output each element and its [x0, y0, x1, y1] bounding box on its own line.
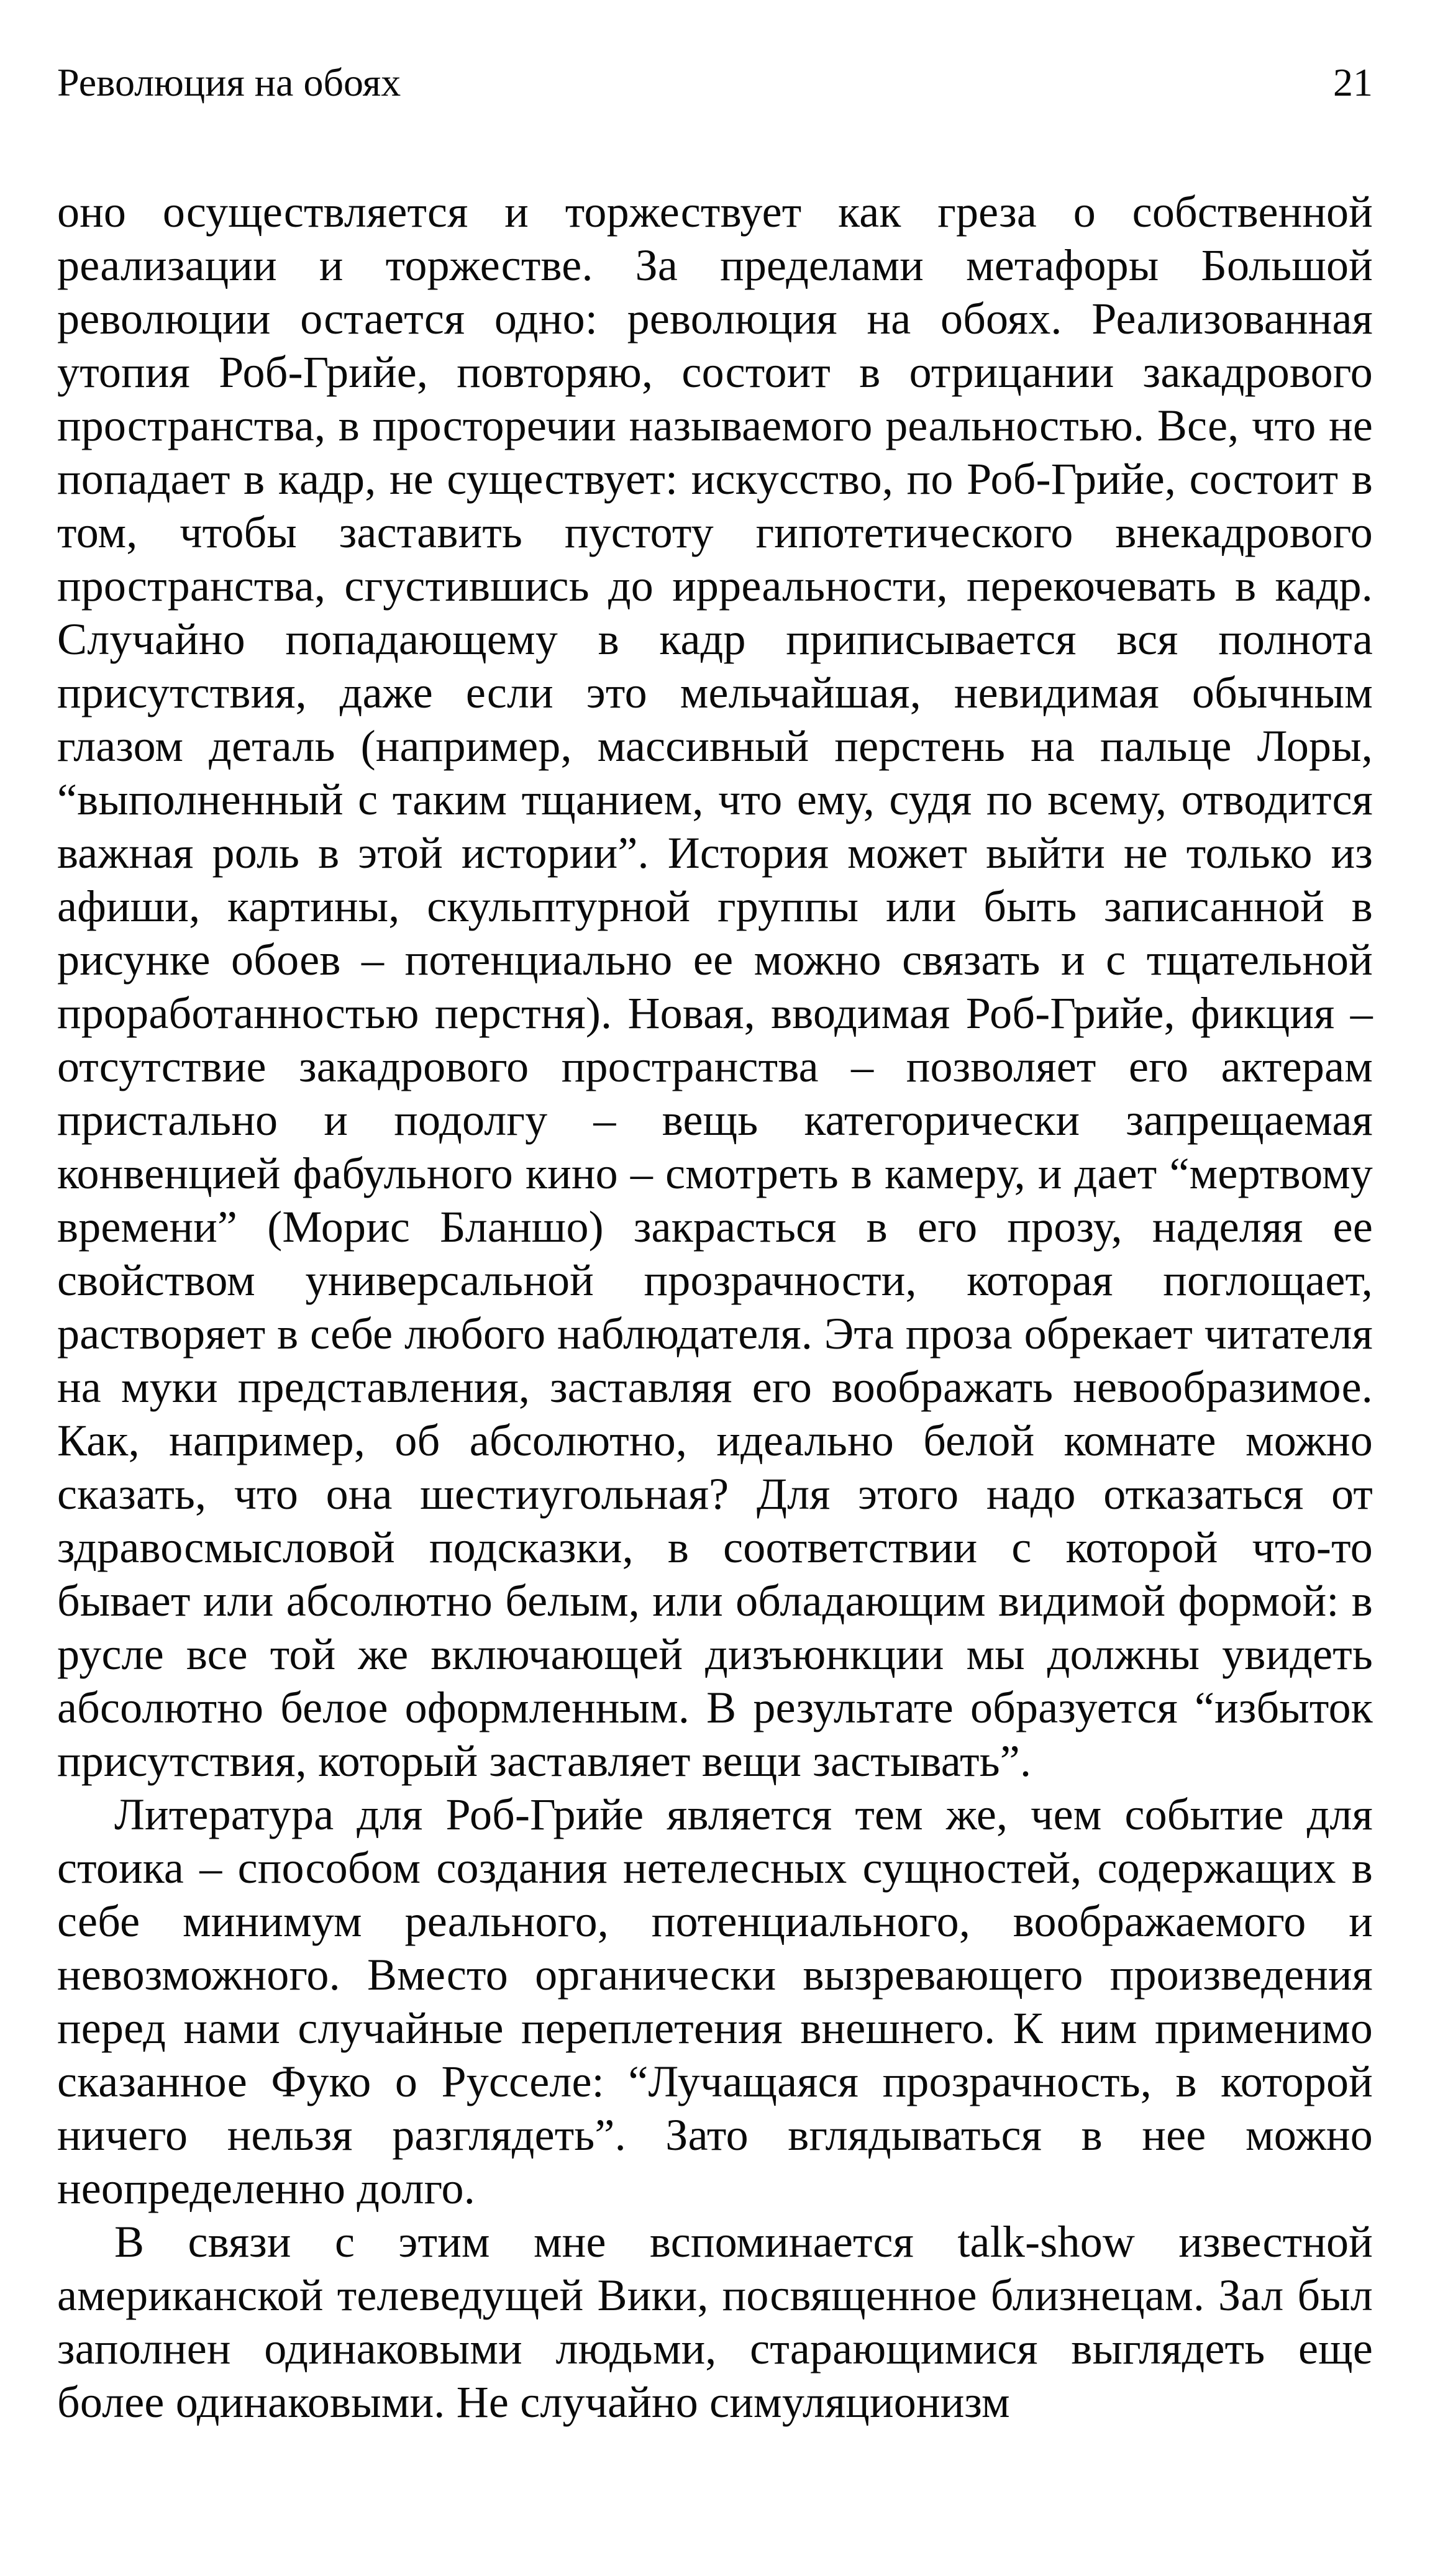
paragraph-2: Литература для Роб-Грийе является тем же, чем событие для стоика – способом создания нетелесных сущностей, содержащих в себе минимум реального, потенциального, воображаемого и невозможного. Вместо органически вызревающего произведения перед нами случайные переплетения внешнего. К ним применимо сказанное Фуко о Русселе: “Лучащаяся прозрачность, в которой ничего нельзя разглядеть”. Зато вглядываться в нее можно неопределенно долго. — [57, 1790, 1373, 2213]
paragraph-3: В связи с этим мне вспоминается talk-show известной американской телеведущей Вики, посвященное близнецам. Зал был заполнен одинаковыми людьми, старающимися выглядеть еще более одинаковыми. Не случайно симуляционизм — [57, 2217, 1373, 2427]
running-head — [57, 55, 1373, 111]
paragraph-1: оно осуществляется и торжествует как греза о собственной реализации и торжестве. За пределами метафоры Большой революции остается одно: революция на обоях. Реализованная утопия Роб-Грийе, повторяю, состоит в отрицании закадрового пространства, в просторечии называемого реальностью. Все, что не попадает в кадр, не существует: искусство, по Роб-Грийе, состоит в том, чтобы заставить пустоту гипотетического внекадрового пространства, сгустившись до ирреальности, перекочевать в кадр. Случайно попадающему в кадр приписывается вся полнота присутствия, даже если это мельчайшая, невидимая обычным глазом деталь (например, массивный перстень на пальце Лоры, “выполненный с таким тщанием, что ему, судя по всему, отводится важная роль в этой истории”. История может выйти не только из афиши, картины, скульптурной группы или быть записанной в рисунке обоев – потенциально ее можно связать и с тщательной проработанностью перстня). Новая, вводимая Роб-Грийе, фикция – отсутствие закадрового пространства – позволяет его актерам пристально и подолгу – вещь категорически запрещаемая конвенцией фабульного кино – смотреть в камеру, и дает “мертвому времени” (Морис Бланшо) закрасться в его прозу, наделяя ее свойством универсальной прозрачности, которая поглощает, растворяет в себе любого наблюдателя. Эта проза обрекает читателя на муки представления, заставляя его воображать невообразимое. Как, например, об абсолютно, идеально белой комнате можно сказать, что она шестиугольная? Для этого надо отказаться от здравосмысловой подсказки, в соответствии с которой что-то бывает или абсолютно белым, или обладающим видимой формой: в русле все той же включающей дизъюнкции мы должны увидеть абсолютно белое оформленным. В результате образуется “избыток присутствия, который заставляет вещи застывать”. — [57, 187, 1373, 1786]
body-text — [57, 185, 1373, 2429]
running-title: Революция на обоях — [57, 60, 401, 104]
page-number: 21 — [1333, 60, 1373, 104]
